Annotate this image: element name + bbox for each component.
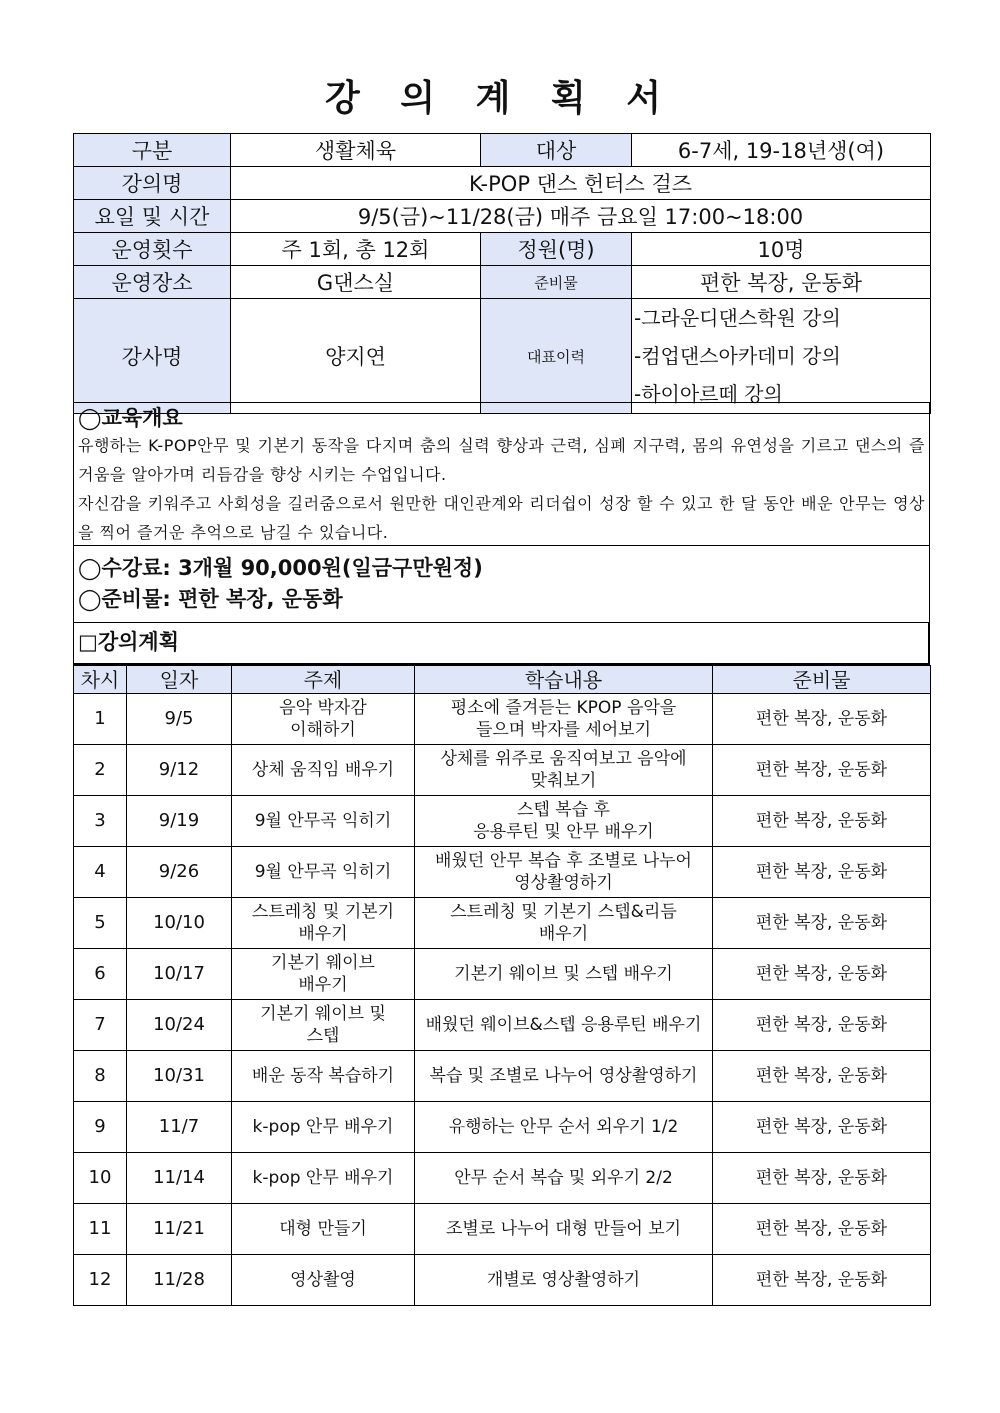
lesson-plan-table [73,665,931,1306]
history-item: -그라운디댄스학원 강의 [634,306,841,330]
lesson-no-cell: 5 [74,898,127,949]
overview-paragraph: 자신감을 키워주고 사회성을 길러줌으로서 원만한 대인관계와 리더쉽이 성장 할 수 있고 한 달 동안 배운 안무는 영상을 찍어 즐거운 추억으로 남길 수 있습니다. [78,494,925,542]
lesson-supplies-cell: 편한 복장, 운동화 [713,1000,931,1051]
lesson-no-cell: 8 [74,1051,127,1102]
lesson-supplies-cell: 편한 복장, 운동화 [713,745,931,796]
history-list [632,299,931,414]
lesson-supplies-cell: 편한 복장, 운동화 [713,796,931,847]
lesson-no-cell: 10 [74,1153,127,1204]
category-label: 구분 [74,134,231,167]
lesson-content-cell: 배웠던 웨이브&스텝 응용루틴 배우기 [415,1000,713,1051]
lesson-date-cell: 10/17 [127,949,232,1000]
lesson-topic-cell: 기본기 웨이브 및 스텝 [232,1000,415,1051]
table-row [74,1051,931,1102]
table-row [74,1255,931,1306]
lesson-topic-cell: 배운 동작 복습하기 [232,1051,415,1102]
lesson-content-cell: 기본기 웨이브 및 스텝 배우기 [415,949,713,1000]
lesson-topic-cell: k-pop 안무 배우기 [232,1102,415,1153]
lesson-no-cell: 9 [74,1102,127,1153]
instructor-value: 양지연 [231,299,481,414]
plan-heading: □강의계획 [78,630,179,654]
lesson-supplies-cell: 편한 복장, 운동화 [713,898,931,949]
lesson-date-cell: 10/31 [127,1051,232,1102]
lesson-date-cell: 9/19 [127,796,232,847]
history-item: -컴업댄스아카데미 강의 [634,344,841,368]
tuition-line: ◯수강료: 3개월 90,000원(일금구만원정) [78,556,483,580]
lesson-no-cell: 3 [74,796,127,847]
table-row [74,1204,931,1255]
overview-paragraph: 유행하는 K-POP안무 및 기본기 동작을 다지며 춤의 실력 향상과 근력, 심폐 지구력, 몸의 유연성을 기르고 댄스의 즐거움을 알아가며 리듬감을 향상 시키는 수업입니다. [78,436,925,484]
table-row [74,694,931,745]
instructor-label: 강사명 [74,299,231,414]
course-name-label: 강의명 [74,167,231,200]
capacity-label: 정원(명) [481,233,632,266]
header-supplies: 준비물 [713,666,931,694]
lesson-topic-cell: 스트레칭 및 기본기 배우기 [232,898,415,949]
lesson-content-cell: 안무 순서 복습 및 외우기 2/2 [415,1153,713,1204]
history-label: 대표이력 [481,299,632,414]
course-name-value: K-POP 댄스 헌터스 걸즈 [231,167,931,200]
lesson-no-cell: 12 [74,1255,127,1306]
lesson-content-cell: 상체를 위주로 움직여보고 음악에 맞춰보기 [415,745,713,796]
lesson-date-cell: 9/12 [127,745,232,796]
lesson-content-cell: 유행하는 안무 순서 외우기 1/2 [415,1102,713,1153]
history-item: -하이아르떼 강의 [634,382,783,406]
header-topic: 주제 [232,666,415,694]
lesson-supplies-cell: 편한 복장, 운동화 [713,847,931,898]
table-row [74,1153,931,1204]
lesson-supplies-cell: 편한 복장, 운동화 [713,1051,931,1102]
venue-label: 운영장소 [74,266,231,299]
lesson-content-cell: 스텝 복습 후 응용루틴 및 안무 배우기 [415,796,713,847]
lesson-content-cell: 복습 및 조별로 나누어 영상촬영하기 [415,1051,713,1102]
target-value: 6-7세, 19-18년생(여) [632,134,931,167]
table-row [74,949,931,1000]
lesson-supplies-cell: 편한 복장, 운동화 [713,1153,931,1204]
table-row [74,1000,931,1051]
target-label: 대상 [481,134,632,167]
supplies-line: ◯준비물: 편한 복장, 운동화 [78,587,343,611]
lesson-supplies-cell: 편한 복장, 운동화 [713,1204,931,1255]
lesson-topic-cell: 대형 만들기 [232,1204,415,1255]
lesson-no-cell: 2 [74,745,127,796]
lesson-date-cell: 10/24 [127,1000,232,1051]
lesson-supplies-cell: 편한 복장, 운동화 [713,949,931,1000]
lesson-content-cell: 평소에 즐겨듣는 KPOP 음악을 들으며 박자를 세어보기 [415,694,713,745]
table-row [74,1102,931,1153]
supplies-value: 편한 복장, 운동화 [632,266,931,299]
lesson-date-cell: 11/28 [127,1255,232,1306]
supplies-label: 준비물 [481,266,632,299]
overview-section [73,402,930,546]
document-title: 강 의 계 획 서 [324,78,675,119]
lesson-topic-cell: 영상촬영 [232,1255,415,1306]
lesson-date-cell: 9/5 [127,694,232,745]
lesson-content-cell: 배웠던 안무 복습 후 조별로 나누어 영상촬영하기 [415,847,713,898]
lesson-no-cell: 7 [74,1000,127,1051]
table-row [74,847,931,898]
lesson-content-cell: 조별로 나누어 대형 만들어 보기 [415,1204,713,1255]
course-info-table [73,133,931,414]
lesson-supplies-cell: 편한 복장, 운동화 [713,694,931,745]
lesson-supplies-cell: 편한 복장, 운동화 [713,1102,931,1153]
header-session: 차시 [74,666,127,694]
sessions-value: 주 1회, 총 12회 [231,233,481,266]
lesson-no-cell: 11 [74,1204,127,1255]
lesson-topic-cell: 기본기 웨이브 배우기 [232,949,415,1000]
lesson-no-cell: 1 [74,694,127,745]
lesson-date-cell: 11/14 [127,1153,232,1204]
lesson-no-cell: 4 [74,847,127,898]
schedule-value: 9/5(금)~11/28(금) 매주 금요일 17:00~18:00 [231,200,931,233]
lesson-supplies-cell: 편한 복장, 운동화 [713,1255,931,1306]
lesson-content-cell: 스트레칭 및 기본기 스텝&리듬 배우기 [415,898,713,949]
header-date: 일자 [127,666,232,694]
capacity-value: 10명 [632,233,931,266]
lesson-topic-cell: 상체 움직임 배우기 [232,745,415,796]
lesson-topic-cell: k-pop 안무 배우기 [232,1153,415,1204]
lesson-content-cell: 개별로 영상촬영하기 [415,1255,713,1306]
table-row [74,898,931,949]
venue-value: G댄스실 [231,266,481,299]
lesson-topic-cell: 9월 안무곡 익히기 [232,796,415,847]
lesson-date-cell: 11/7 [127,1102,232,1153]
lesson-date-cell: 10/10 [127,898,232,949]
lesson-date-cell: 9/26 [127,847,232,898]
lesson-date-cell: 11/21 [127,1204,232,1255]
header-content: 학습내용 [415,666,713,694]
table-row [74,796,931,847]
table-row [74,745,931,796]
plan-heading-box [73,622,930,665]
schedule-label: 요일 및 시간 [74,200,231,233]
lesson-topic-cell: 9월 안무곡 익히기 [232,847,415,898]
overview-heading: ◯교육개요 [78,406,183,430]
fee-section [73,545,930,623]
category-value: 생활체육 [231,134,481,167]
lesson-topic-cell: 음악 박자감 이해하기 [232,694,415,745]
lesson-no-cell: 6 [74,949,127,1000]
sessions-label: 운영횟수 [74,233,231,266]
